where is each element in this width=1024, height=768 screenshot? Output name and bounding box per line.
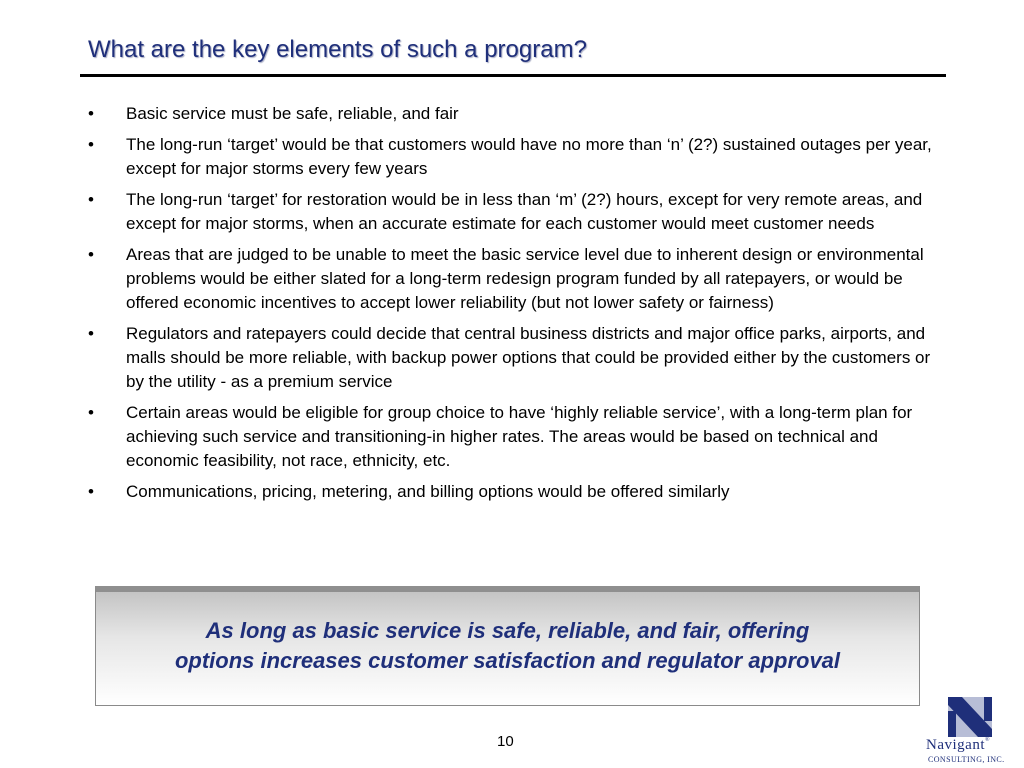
bullet-text: Certain areas would be eligible for group choice to have ‘highly reliable service’, with a long-term plan for achieving such service and transitioning-in higher rates. The areas would be based on technical and economic feasibility, not race, ethnicity, etc. (126, 403, 913, 470)
bullet-text: The long-run ‘target’ for restoration would be in less than ‘m’ (2?) hours, except for very remote areas, and except for major storms, when an accurate estimate for each customer would meet customer needs (126, 190, 923, 233)
navigant-logo (922, 697, 1024, 768)
bullet-item (82, 243, 942, 315)
bullet-item (82, 102, 942, 126)
callout-box (95, 586, 920, 706)
callout-text (175, 616, 840, 676)
bullet-marker: • (88, 324, 94, 343)
bullet-text: Areas that are judged to be unable to meet the basic service level due to inherent design or environmental problems would be either slated for a long-term redesign program funded by all ratepayers, or would be offered economic incentives to accept lower reliability (but not lower safety or fairness) (126, 245, 924, 312)
logo-subtitle: CONSULTING, INC. (928, 755, 1005, 764)
bullet-marker: • (88, 104, 94, 123)
bullet-marker: • (88, 482, 94, 501)
bullet-item (82, 322, 942, 394)
bullet-marker: • (88, 245, 94, 264)
bullet-marker: • (88, 190, 94, 209)
bullet-item (82, 133, 942, 181)
bullet-item (82, 480, 942, 504)
bullet-marker: • (88, 135, 94, 154)
bullet-text: Regulators and ratepayers could decide that central business districts and major office parks, airports, and malls should be more reliable, with backup power options that could be provided either by the customers or by the utility - as a premium service (126, 324, 931, 391)
bullet-marker: • (88, 403, 94, 422)
logo-trademark: ® (984, 737, 991, 743)
logo-name: Navigant (926, 737, 985, 753)
bullet-item (82, 401, 942, 473)
navigant-mark-icon (948, 697, 992, 737)
callout-line-2: options increases customer satisfaction and regulator approval (174, 647, 841, 673)
slide-title: What are the key elements of such a program? (88, 36, 587, 63)
logo-wordmark (926, 737, 990, 754)
title-divider (80, 74, 946, 77)
bullet-text: The long-run ‘target’ would be that customers would have no more than ‘n’ (2?) sustained outages per year, except for major storms every few years (126, 135, 932, 178)
bullet-list (82, 102, 942, 511)
bullet-text: Communications, pricing, metering, and billing options would be offered similarly (126, 482, 730, 501)
page-number: 10 (497, 733, 514, 750)
callout-line-1: As long as basic service is safe, reliable, and fair, offering (205, 617, 810, 643)
bullet-text: Basic service must be safe, reliable, and fair (126, 104, 459, 123)
bullet-item (82, 188, 942, 236)
